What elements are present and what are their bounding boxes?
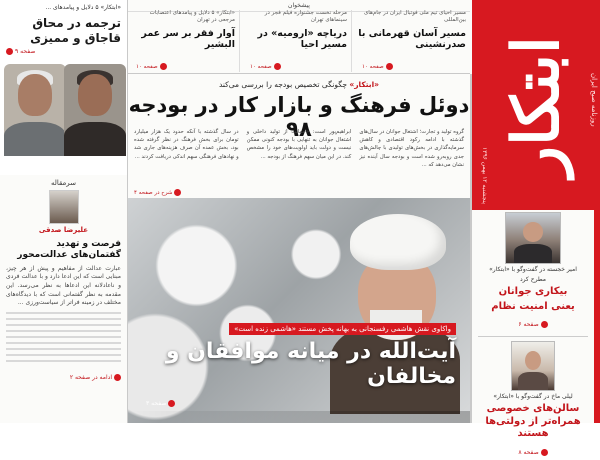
lead-col-1: گروه تولید و تجارت؛ اشتغال جوانان در سال‌های گذشته با ادامه رکود اقتصادی و کاهش سرمایه‌گذاری در بخش‌های تولیدی با چالش‌های جدی روبه‌رو شده است و بودجه سال آینده نیز نشان می‌دهد که ... xyxy=(359,129,464,168)
left-feature-title: ترجمه در محاق قاجاق و ممیزی xyxy=(30,16,121,46)
lead-kicker: «ابتکار» چگونگی تخصیص بودجه را بررسی می‌کند xyxy=(218,80,380,89)
editorial-column xyxy=(0,175,128,423)
teaser-3-title: آوار فقر بر سر عمر البشیر xyxy=(141,27,235,51)
editorial-headline[interactable]: فرصت و تهدید گفتمان‌های عدالت‌محور xyxy=(17,239,121,261)
teaser-1-title: مسیر آسان قهرمانی با صدرنشینی xyxy=(358,27,466,51)
teaser-1-lead: مسیر احیای تیم ملی فوتبال ایران در جام‌های بین‌المللی xyxy=(363,10,466,24)
page-dot-icon xyxy=(114,374,121,381)
interviewee-2-photo xyxy=(511,341,555,391)
editorial-continue[interactable]: ادامه در صفحه ۲ xyxy=(70,374,121,381)
masthead-tagline: روزنامه صبح ایران xyxy=(590,73,598,127)
page-dot-icon xyxy=(541,321,548,328)
lead-headline[interactable]: دوئل فرهنگ و بازار کار در بودجه ۹۸ xyxy=(128,93,470,141)
hero-subtitle: واکاوی نقش هاشمی رفسنجانی به بهانه پخش مستند «هاشمی زنده است» xyxy=(229,323,456,335)
teaser-label: پیشخوان xyxy=(128,2,470,12)
photo-man-right xyxy=(64,64,126,156)
lead-col-3: در سال گذشته با آنکه حدود یک هزار میلیارد تومان برای بخش فرهنگ در نظر گرفته شده بود، بخش عمده آن صرف هزینه‌های جاری شد و نهادهای فرهنگی سهم اندکی دریافت کردند ... xyxy=(133,129,239,160)
teaser-2[interactable] xyxy=(246,10,352,72)
interview-2-caption: لیلی ماخ در گفت‌وگو با «ابتکار» xyxy=(493,393,573,401)
right-divider xyxy=(478,336,588,337)
text-lines xyxy=(6,312,121,362)
left-feature-box[interactable] xyxy=(0,0,128,175)
teaser-3-lead: «ابتکار» ۵ دلایل و پیامدهای اعتصابات مرجعی در تهران xyxy=(149,10,235,24)
interview-2[interactable] xyxy=(472,341,594,460)
page-dot-icon xyxy=(6,48,13,55)
teaser-strip xyxy=(128,0,470,74)
photo-man-left xyxy=(4,64,66,156)
hero-photo-story[interactable] xyxy=(128,198,470,423)
page-dot-icon xyxy=(174,189,181,196)
editorial-body: عبارت عدالت از مفاهیم و پیش از هر چیز، مبنایی است که این ادعا دارد و با عدالت فردی و ناعادلانه این ادعاها به نظر می‌رسد. این مقدمه به نظر گفتمانی است که با دیدگاه‌های مختلف در زمینه فراتر از سیاست‌ورزی ... xyxy=(6,264,121,307)
red-edge xyxy=(594,210,600,423)
brand-logo[interactable]: ابتکار xyxy=(498,35,574,177)
issue-line: پنجشنبه ۱۲ بهمن ۱۳۹۶ xyxy=(481,146,488,204)
interview-1-headline-pre: بیکاری جوانان xyxy=(498,286,568,298)
interview-1-kicker: مطرح کرد xyxy=(519,276,547,284)
page-dot-icon xyxy=(274,63,281,70)
editorial-kicker: سرمقاله xyxy=(50,179,77,187)
lead-body-columns xyxy=(134,128,464,194)
interview-2-headline: سالن‌های خصوصی همراه‌تر از دولتی‌ها هستند xyxy=(485,403,581,440)
interview-1-headline: یعنی امنیت نظام xyxy=(491,300,575,312)
hero-headline[interactable]: آیت‌الله در میانه موافقان و مخالفان xyxy=(165,339,456,389)
hero-bottom-shade xyxy=(128,411,470,423)
teaser-2-page: صفحه ۱۰ xyxy=(250,63,281,70)
left-feature-note: «ابتکار» ۵ دلایل و پیامدهای ... xyxy=(45,4,121,11)
teaser-1[interactable] xyxy=(358,10,466,72)
teaser-1-page: صفحه ۱۰ xyxy=(362,63,393,70)
interview-1-caption: امیر خجسته در گفت‌وگو با «ابتکار» xyxy=(489,266,577,273)
lead-story xyxy=(128,74,470,198)
page-dot-icon xyxy=(386,63,393,70)
interview-1[interactable] xyxy=(472,212,594,332)
right-column xyxy=(472,212,594,456)
columnist-name: علیرضا صدقی xyxy=(38,226,89,234)
teaser-3[interactable] xyxy=(132,10,240,72)
teaser-2-lead: مرحله نخست جشنواره فیلم فجر در سینماهای تهران xyxy=(264,10,347,24)
page-dot-icon xyxy=(160,63,167,70)
interview-2-page: صفحه ۸ xyxy=(518,449,547,456)
lead-col-2: ابراهیم‌پور است: «حمایت از تولید داخلی و اشتغال جوانان به تنهایی با بودجه کنونی ممکن نیست و دولت باید اولویت‌های خود را مشخص کند. در این میان سهم فرهنگ از بودجه ... xyxy=(246,129,352,160)
page-dot-icon xyxy=(168,400,175,407)
two-men-photo xyxy=(0,58,128,156)
interview-1-page: صفحه ۶ xyxy=(518,321,547,328)
hero-page[interactable]: صفحه ۳ xyxy=(146,400,175,407)
interviewee-1-photo xyxy=(505,212,561,264)
columnist-avatar xyxy=(49,190,79,224)
page-dot-icon xyxy=(541,449,548,456)
teaser-3-page: صفحه ۱۰ xyxy=(136,63,167,70)
teaser-2-title: دریاچه «ارومیه» در مسیر احیا xyxy=(257,27,347,51)
left-feature-page: صفحه ۹ xyxy=(0,48,127,55)
lead-continue[interactable]: شرح در صفحه ۴ xyxy=(134,189,181,196)
hero-caption xyxy=(142,323,456,389)
masthead xyxy=(472,0,600,210)
